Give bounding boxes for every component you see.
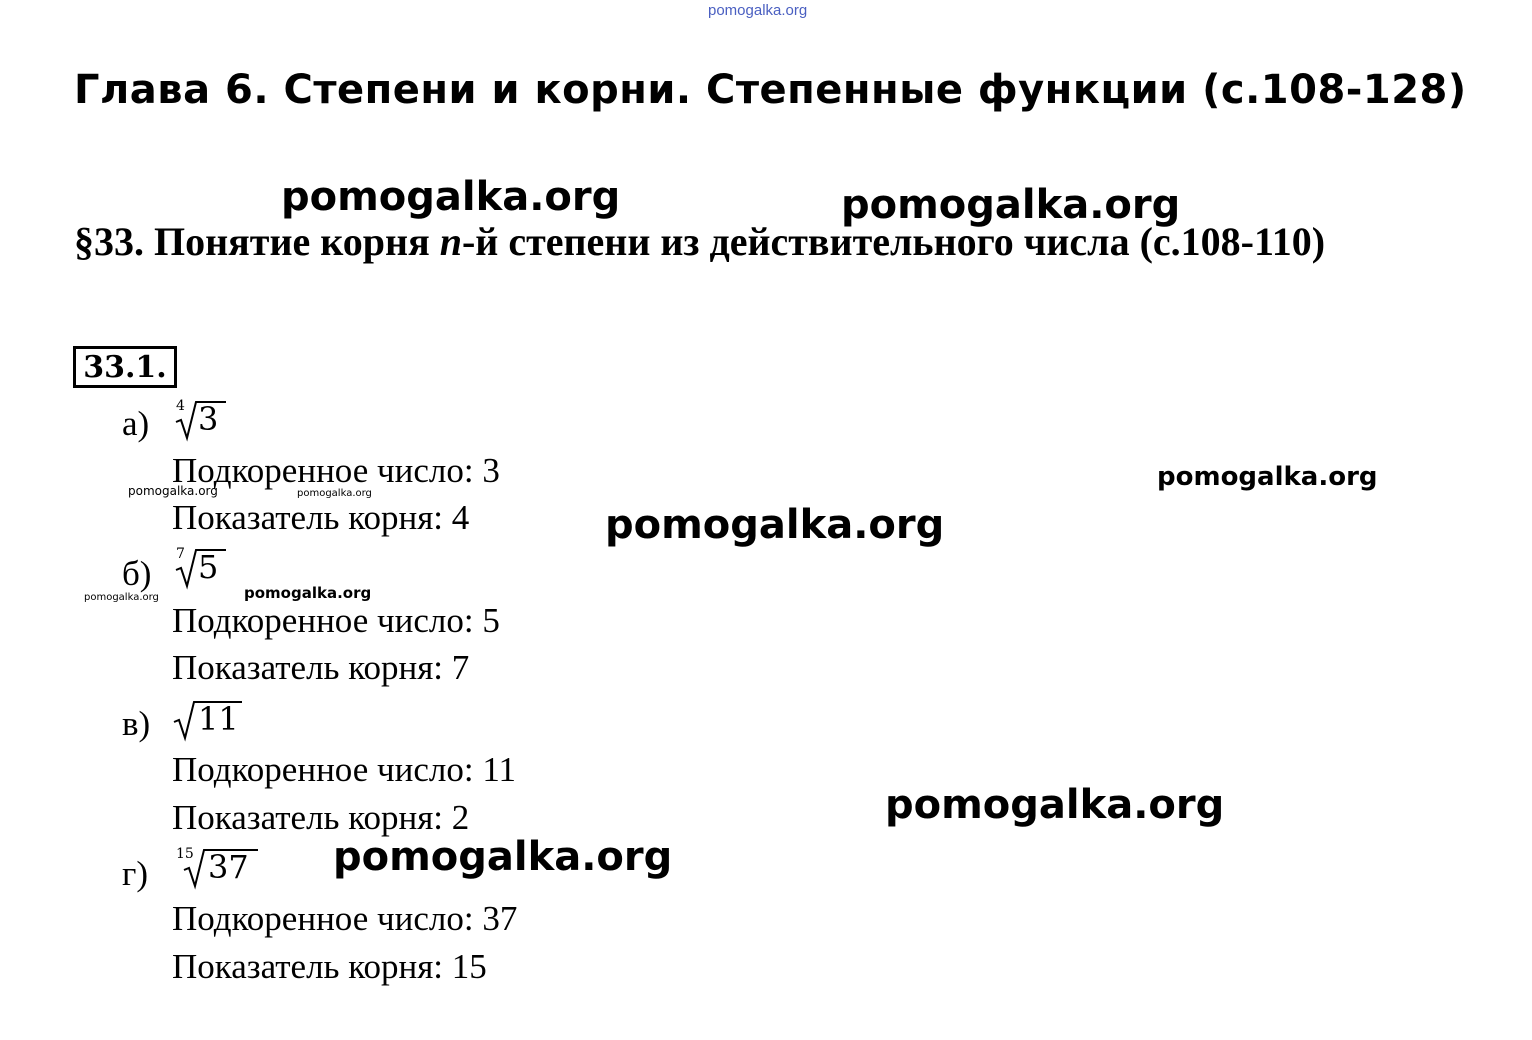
index-line: Показатель корня: 7 xyxy=(172,648,470,687)
item-letter: в) xyxy=(122,704,151,743)
radicand-line: Подкоренное число: 37 xyxy=(172,899,518,938)
watermark-2: pomogalka.org xyxy=(841,182,1181,228)
section-title-n: n xyxy=(439,219,462,264)
watermark-9: pomogalka.org xyxy=(244,584,372,602)
root-radicand: 11 xyxy=(198,700,239,738)
root-radicand: 3 xyxy=(198,400,219,438)
section-title-suffix: -й степени из действительного числа (с.108-110) xyxy=(461,219,1326,264)
radicand-line: Подкоренное число: 5 xyxy=(172,601,500,640)
item-letter: г) xyxy=(122,854,149,893)
chapter-title: Глава 6. Степени и корни. Степенные функции (с.108-128) xyxy=(74,67,1467,113)
watermark-6: pomogalka.org xyxy=(1157,462,1378,492)
index-line: Показатель корня: 4 xyxy=(172,498,470,537)
watermark-3: pomogalka.org xyxy=(605,502,945,548)
root-expression xyxy=(172,698,252,742)
radicand-line: Подкоренное число: 3 xyxy=(172,451,500,490)
watermark-4: pomogalka.org xyxy=(885,782,1225,828)
root-index: 4 xyxy=(176,398,185,414)
root-expression xyxy=(172,846,264,890)
item-letter: а) xyxy=(122,404,150,443)
root-expression xyxy=(172,398,232,442)
root-radicand: 5 xyxy=(198,548,219,586)
radicand-line: Подкоренное число: 11 xyxy=(172,750,517,789)
watermark-1: pomogalka.org xyxy=(281,174,621,220)
section-title-prefix: §33. Понятие корня xyxy=(74,219,440,264)
index-line: Показатель корня: 2 xyxy=(172,798,470,837)
watermark-5: pomogalka.org xyxy=(333,834,673,880)
task-number: 33.1. xyxy=(73,346,177,388)
index-line: Показатель корня: 15 xyxy=(172,947,487,986)
root-expression xyxy=(172,546,232,590)
top-watermark: pomogalka.org xyxy=(708,2,808,19)
root-index: 15 xyxy=(176,846,194,862)
root-radicand: 37 xyxy=(208,848,249,886)
watermark-8: pomogalka.org xyxy=(297,488,372,499)
root-index: 7 xyxy=(176,546,185,562)
item-letter: б) xyxy=(122,554,152,593)
watermark-10: pomogalka.org xyxy=(84,592,159,603)
watermark-7: pomogalka.org xyxy=(128,484,218,498)
